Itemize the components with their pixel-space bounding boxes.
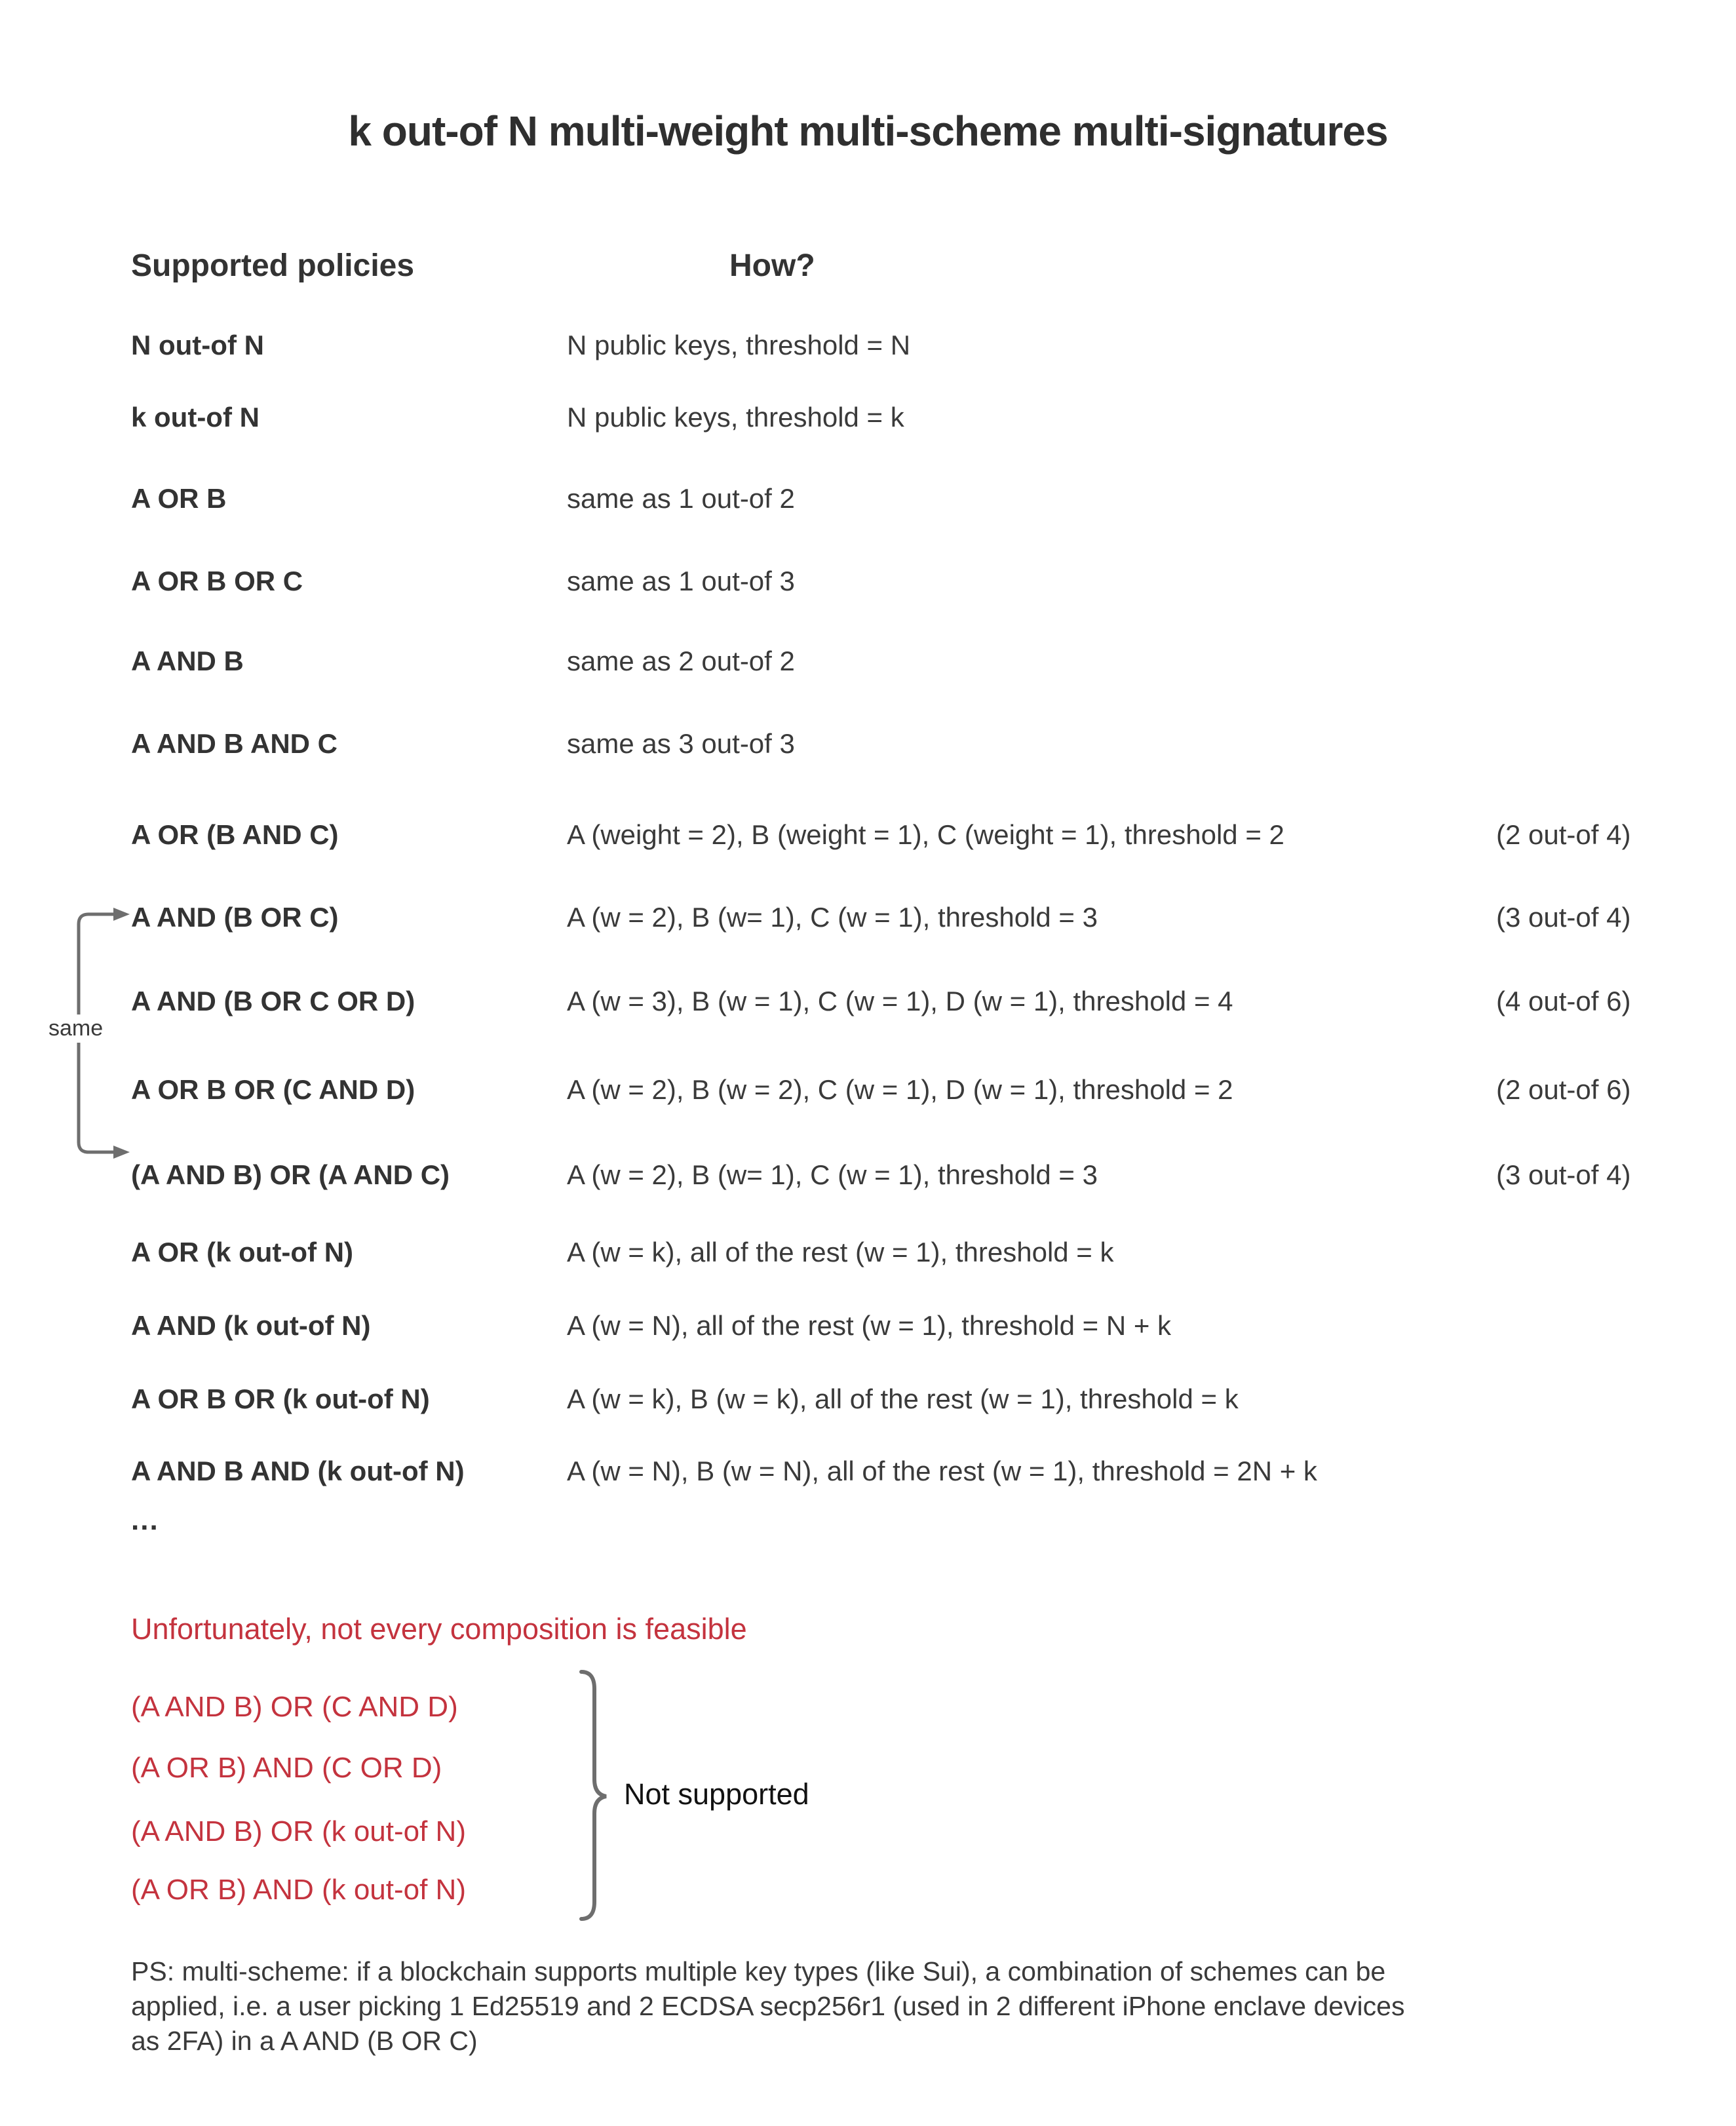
how-description: A (w = 2), B (w = 2), C (w = 1), D (w = 1), threshold = 2: [567, 1074, 1233, 1105]
not-supported-label: Not supported: [624, 1777, 809, 1811]
brace-path: [581, 1672, 606, 1919]
threshold-note: (3 out-of 4): [1496, 902, 1631, 933]
policy-label: N out-of N: [131, 330, 264, 360]
table-row: [0, 1074, 1736, 1108]
ps-line: as 2FA) in a A AND (B OR C): [131, 2026, 478, 2056]
how-description: A (w = 3), B (w = 1), C (w = 1), D (w = 1), threshold = 4: [567, 986, 1233, 1016]
how-description: A (w = 2), B (w= 1), C (w = 1), threshold = 3: [567, 1159, 1098, 1190]
arrow-right-icon: [113, 908, 130, 921]
infeasible-heading: Unfortunately, not every composition is feasible: [131, 1612, 747, 1646]
policy-label: k out-of N: [131, 402, 260, 433]
ps-footnote: [131, 1954, 1651, 2058]
threshold-note: (4 out-of 6): [1496, 986, 1631, 1016]
infeasible-item: (A AND B) OR (k out-of N): [131, 1815, 466, 1847]
table-row: [0, 1310, 1736, 1344]
table-row: [0, 402, 1736, 436]
ellipsis-more-rows: ...: [131, 1504, 159, 1536]
table-row: [0, 1456, 1736, 1490]
policy-label: A AND (k out-of N): [131, 1310, 371, 1341]
how-description: A (w = 2), B (w= 1), C (w = 1), threshold = 3: [567, 902, 1098, 933]
table-row: [0, 902, 1736, 936]
how-description: same as 3 out-of 3: [567, 728, 795, 759]
table-row: [0, 986, 1736, 1020]
policy-label: (A AND B) OR (A AND C): [131, 1159, 450, 1190]
policy-label: A AND (B OR C OR D): [131, 986, 415, 1016]
table-row: [0, 330, 1736, 364]
how-description: N public keys, threshold = N: [567, 330, 911, 360]
curly-brace-icon: [570, 1661, 623, 1930]
table-row: [0, 728, 1736, 762]
table-row: [0, 1383, 1736, 1418]
policy-label: A OR B: [131, 483, 227, 514]
policy-label: A OR B OR (k out-of N): [131, 1383, 430, 1414]
threshold-note: (3 out-of 4): [1496, 1159, 1631, 1190]
arrow-right-icon: [113, 1146, 130, 1159]
how-description: A (weight = 2), B (weight = 1), C (weight = 1), threshold = 2: [567, 819, 1284, 850]
policy-label: A AND B AND C: [131, 728, 338, 759]
threshold-note: (2 out-of 6): [1496, 1074, 1631, 1105]
infeasible-item: (A OR B) AND (C OR D): [131, 1752, 442, 1784]
policy-label: A AND B: [131, 646, 244, 676]
policy-label: A OR (B AND C): [131, 819, 339, 850]
column-header-policies: Supported policies: [131, 248, 415, 283]
infeasible-item: (A OR B) AND (k out-of N): [131, 1874, 466, 1906]
how-description: A (w = N), all of the rest (w = 1), threshold = N + k: [567, 1310, 1172, 1341]
table-row: [0, 1237, 1736, 1271]
table-row: [0, 566, 1736, 600]
ps-line: applied, i.e. a user picking 1 Ed25519 and 2 ECDSA secp256r1 (used in 2 different iPhone enclave devices: [131, 1991, 1405, 2021]
policy-label: A OR B OR C: [131, 566, 303, 596]
column-header-how: How?: [729, 248, 815, 283]
table-row: [0, 483, 1736, 517]
policy-label: A OR (k out-of N): [131, 1237, 354, 1267]
table-row: [0, 646, 1736, 680]
policy-label: A AND B AND (k out-of N): [131, 1456, 465, 1486]
ps-line: PS: multi-scheme: if a blockchain supports multiple key types (like Sui), a combination of schemes can be: [131, 1956, 1386, 1986]
how-description: A (w = N), B (w = N), all of the rest (w = 1), threshold = 2N + k: [567, 1456, 1317, 1486]
table-row: [0, 819, 1736, 853]
how-description: same as 2 out-of 2: [567, 646, 795, 676]
page-title: k out-of N multi-weight multi-scheme multi-signatures: [348, 107, 1388, 155]
policy-label: A OR B OR (C AND D): [131, 1074, 415, 1105]
same-annotation-label: same: [43, 1015, 108, 1043]
table-header-row: [0, 248, 1736, 284]
infeasible-item: (A AND B) OR (C AND D): [131, 1691, 458, 1723]
how-description: A (w = k), all of the rest (w = 1), threshold = k: [567, 1237, 1114, 1267]
how-description: same as 1 out-of 2: [567, 483, 795, 514]
table-row: [0, 1159, 1736, 1193]
how-description: A (w = k), B (w = k), all of the rest (w = 1), threshold = k: [567, 1383, 1239, 1414]
threshold-note: (2 out-of 4): [1496, 819, 1631, 850]
how-description: same as 1 out-of 3: [567, 566, 795, 596]
how-description: N public keys, threshold = k: [567, 402, 904, 433]
policy-label: A AND (B OR C): [131, 902, 339, 933]
